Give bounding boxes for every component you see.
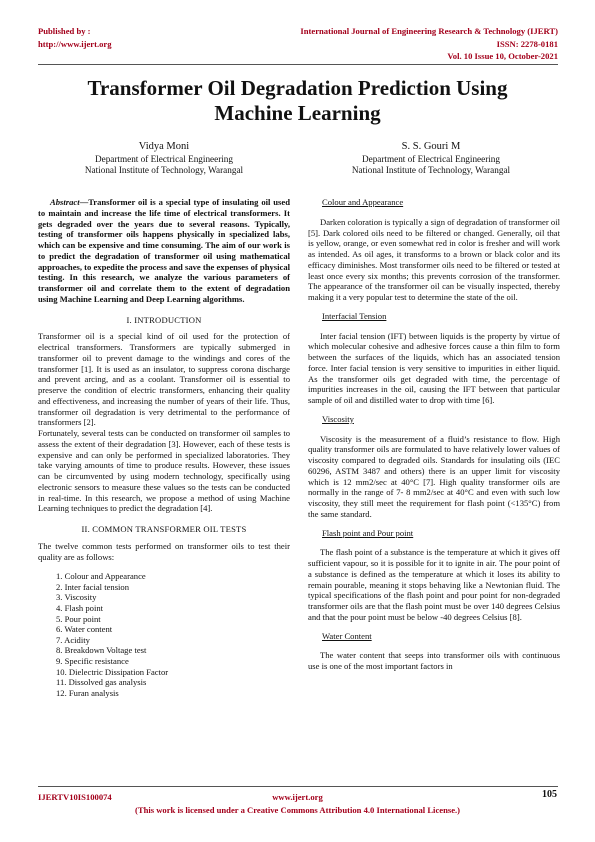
journal-name: International Journal of Engineering Research & Technology (IJERT) <box>300 26 558 36</box>
right-column <box>308 197 560 672</box>
section-heading-introduction: I. INTRODUCTION <box>126 314 202 325</box>
abstract <box>38 197 290 305</box>
license-notice: (This work is licensed under a Creative Commons Attribution 4.0 International License.) <box>134 805 461 815</box>
section-heading-tests: II. COMMON TRANSFORMER OIL TESTS <box>81 524 247 534</box>
list-item: 11. Dissolved gas analysis <box>56 677 147 688</box>
page-number: 105 <box>542 789 557 800</box>
abstract-label: Abstract <box>50 197 80 207</box>
issn: ISSN: 2278-0181 <box>496 39 558 49</box>
flash-pour-paragraph: The flash point of a substance is the temperature at which it gives off sufficient vapour, so it is possible for it to ignite in air. The pour point of a substance is defined as the temperature at which it loses its ability to remain pourable, meaning it stops behaving like a Newtonian fluid. The typical specifications of the flash point and pour point for non-degraded transformer oils are that the flash point must be over 140 degrees Celsius and that the pour point must be below -40 degrees Celsius [8]. <box>308 547 560 622</box>
title-line-1: Transformer Oil Degradation Prediction Using <box>87 76 508 100</box>
left-column <box>38 197 290 698</box>
colour-paragraph: Darken coloration is typically a sign of degradation of transformer oil [5]. Dark colored oils need to be filtered or changed. Generally, oil that is yellow, orange, or even somewhat red in color is fresher and will work as intended. As oil ages, it transforms to a brown or black color and its efficacy diminishes. Most transformer oils need to be filtered or tested at least once every six months; this prevents corrosion of the transformer. The appearance of the transformer oil can be visually inspected, thereby making it a very popular test to determine the state of the oil. <box>308 216 560 302</box>
author-institution: National Institute of Technology, Warangal <box>84 165 244 175</box>
list-item: 7. Acidity <box>56 634 90 645</box>
intro-paragraph-1: Transformer oil is a special kind of oil used for the protection of electrical transformers. Transformers are typically submerged in transformer oil to prevent damage to the windings and cores of the transformer [1]. It is used as an insulator, to suppress corona discharge and prevent arcing, and as a coolant. Transformer oil is essential to preserve the condition of electric transformers, enhancing their quality and effectiveness, and increasing the number of years of their life. Thus, transformer oil degradation is very detrimental to the performance of transformers [2]. <box>38 331 290 428</box>
intro-paragraph-2: Fortunately, several tests can be conducted on transformer oil samples to assess the extent of their degradation [3]. However, each of these tests is expensive and can only be performed in specialized laboratories. They take varying amounts of time to produce results. However, these issues can be circumvented by using modern technology, specifically using electronic sensors to measure these values so the tests can be conducted in real-time. In this research, we propose a method of using Machine Learning techniques to predict the degradation [4]. <box>38 428 290 514</box>
author-department: Department of Electrical Engineering <box>361 153 500 164</box>
title-line-2: Machine Learning <box>214 101 381 125</box>
abstract-text: —Transformer oil is a special type of insulating oil used to maintain and increase the life time of electrical transformers. It gets degraded over the years due to several reasons. Typically, testing of transformer oils happens physically in specialized labs, which can be expensive and time consuming. The aim of our work is to predict the degradation of transformer oil using mathematical approaches, to expedite the process and save the expenses of physical testing. In this research, we analyze the various parameters of transformer oil and correlate them to the extent of degradation using Machine Learning and Deep Learning algorithms. <box>38 197 291 304</box>
list-item: 6. Water content <box>56 624 113 635</box>
list-item: 2. Inter facial tension <box>56 581 130 592</box>
ift-paragraph: Inter facial tension (IFT) between liquids is the property by virtue of which molecular cohesive and adhesive forces cause a thin film to form between the surfaces of the liquids, which has an associated tension force. Inter facial tension is very sensitive to impurities in either liquid. As the transformer oils get degraded with time, the percentage of impurities increases in the oil, causing the IFT between that particular sample of oil and distilled water to drop with time [6]. <box>308 330 560 405</box>
header-divider <box>38 64 558 65</box>
tests-intro: The twelve common tests performed on transformer oils to test their quality are as follows: <box>38 540 290 562</box>
paper-title <box>0 76 595 126</box>
list-item: 9. Specific resistance <box>56 656 129 666</box>
subheading-viscosity: Viscosity <box>322 413 354 424</box>
publisher-website-link[interactable]: http://www.ijert.org <box>38 39 112 49</box>
author-2 <box>305 141 557 177</box>
subheading-water-content: Water Content <box>322 630 372 641</box>
water-content-paragraph: The water content that seeps into transformer oils with continuous use is one of the most important factors in <box>308 650 560 671</box>
list-item: 10. Dielectric Dissipation Factor <box>56 666 169 677</box>
author-1 <box>38 141 290 177</box>
viscosity-paragraph: Viscosity is the measurement of a fluid’s resistance to flow. High quality transformer oils are formulated to have relatively lower values of viscosity compared to degraded oils. Standards for insulating oils (IEC 60296, ASTM 3487 and others) there is an upper limit for viscosity which is 12 mm2/sec at 40°C [7]. High quality transformer oils are normally in the range of 7- 8 mm2/sec at 40°C and even with such low viscosity, they still meet the requirement for flash point (<135°C) from the same standard. <box>308 433 560 519</box>
list-item: 3. Viscosity <box>56 592 97 603</box>
subheading-colour: Colour and Appearance <box>322 197 404 207</box>
footer-divider <box>38 786 558 787</box>
list-item: 4. Flash point <box>56 603 104 614</box>
volume-issue: Vol. 10 Issue 10, October-2021 <box>447 51 558 61</box>
author-department: Department of Electrical Engineering <box>94 153 233 164</box>
author-name: S. S. Gouri M <box>401 141 461 152</box>
author-institution: National Institute of Technology, Warangal <box>351 165 511 175</box>
publisher-label: Published by : <box>38 26 91 36</box>
list-item: 1. Colour and Appearance <box>56 571 146 582</box>
list-item: 8. Breakdown Voltage test <box>56 645 147 656</box>
author-name: Vidya Moni <box>138 141 190 152</box>
paper-id: IJERTV10IS100074 <box>38 792 112 802</box>
subheading-interfacial-tension: Interfacial Tension <box>322 310 387 321</box>
list-item: 12. Furan analysis <box>56 687 119 698</box>
tests-list <box>38 571 290 698</box>
subheading-flash-pour-point: Flash point and Pour point <box>322 527 414 538</box>
list-item: 5. Pour point <box>56 613 101 624</box>
footer-website-link[interactable]: www.ijert.org <box>272 792 323 802</box>
